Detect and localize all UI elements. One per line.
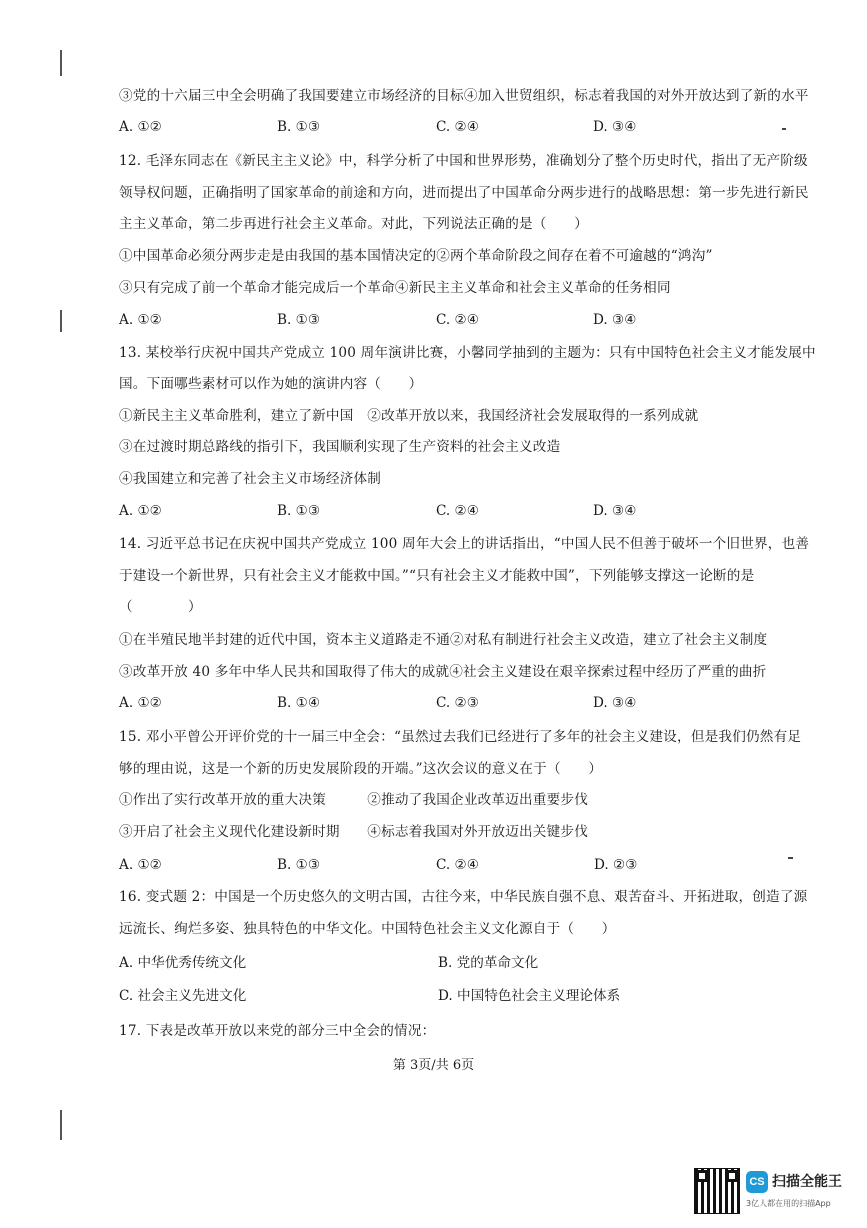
q15-option-c: C. ②④ [436,857,479,873]
scan-mark [782,128,786,130]
q15-option-d: D. ②③ [594,857,638,873]
q12-option-b: B. ①③ [277,312,321,328]
scan-margin-mark [60,1110,62,1140]
q14-option-c: C. ②③ [436,695,479,711]
q13-option-c: C. ②④ [436,503,479,519]
q13-option-a: A. ①② [119,503,162,519]
q11-option-a: A. ①② [119,119,162,135]
q11-option-d: D. ③④ [593,119,637,135]
q12-option-c: C. ②④ [436,312,479,328]
q14-item-1-2: ①在半殖民地半封建的近代中国，资本主义道路走不通②对私有制进行社会主义改造，建立了社会主义制度 [119,632,768,648]
q16-option-c: C. 社会主义先进文化 [119,988,247,1004]
q16-option-a: A. 中华优秀传统文化 [119,955,247,971]
q14-item-3-4: ③改革开放 40 多年中华人民共和国取得了伟大的成就④社会主义建设在艰辛探索过程中经历了严重的曲折 [119,664,767,680]
q12-option-d: D. ③④ [593,312,637,328]
q13-option-d: D. ③④ [593,503,637,519]
q15-item-1-2: ①作出了实行改革开放的重大决策 ②推动了我国企业改革迈出重要步伐 [119,792,588,808]
q12-item-1-2: ①中国革命必须分两步走是由我国的基本国情决定的②两个革命阶段之间存在着不可逾越的“鸿沟” [119,248,713,264]
camscanner-logo-icon: CS [746,1171,768,1193]
q12-item-3-4: ③只有完成了前一个革命才能完成后一个革命④新民主主义革命和社会主义革命的任务相同 [119,280,671,296]
q12-stem-3: 主主义革命，第二步再进行社会主义革命。对此，下列说法正确的是（ ） [119,216,588,232]
scan-margin-mark [60,310,62,332]
q15-item-3-4: ③开启了社会主义现代化建设新时期 ④标志着我国对外开放迈出关键步伐 [119,824,588,840]
qr-code-icon [694,1168,740,1214]
q13-option-b: B. ①③ [277,503,321,519]
scanner-watermark [694,1168,854,1216]
q16-option-d: D. 中国特色社会主义理论体系 [438,988,621,1004]
scan-mark [788,857,793,859]
q12-stem-1: 12. 毛泽东同志在《新民主主义论》中，科学分析了中国和世界形势，准确划分了整个历史时代，指出了无产阶级 [119,153,808,169]
scan-margin-mark [60,50,62,76]
q17-stem: 17. 下表是改革开放以来党的部分三中全会的情况： [119,1023,436,1039]
q11-option-c: C. ②④ [436,119,479,135]
page-number: 第 3页/共 6页 [392,1058,475,1073]
q13-item-1-2: ①新民主主义革命胜利，建立了新中国 ②改革开放以来，我国经济社会发展取得的一系列成就 [119,408,699,424]
q14-option-a: A. ①② [119,695,162,711]
q14-stem-2: 于建设一个新世界，只有社会主义才能救中国。”“只有社会主义才能救中国”，下列能够支撑这一论断的是 [119,568,755,584]
q13-item-3: ③在过渡时期总路线的指引下，我国顺利实现了生产资料的社会主义改造 [119,439,561,455]
q13-item-4: ④我国建立和完善了社会主义市场经济体制 [119,471,382,487]
q14-stem-3: （ ） [119,599,202,615]
q16-option-b: B. 党的革命文化 [438,955,539,971]
q12-stem-2: 领导权问题，正确指明了国家革命的前途和方向，进而提出了中国革命分两步进行的战略思想：第一步先进行新民 [119,185,809,201]
q15-option-a: A. ①② [119,857,162,873]
q16-stem-1: 16. 变式题 2：中国是一个历史悠久的文明古国，古往今来，中华民族自强不息、艰苦奋斗、开拓进取，创造了源 [119,889,808,905]
scanner-tagline: 3亿人都在用的扫描App [746,1199,831,1208]
q15-stem-2: 够的理由说，这是一个新的历史发展阶段的开端。”这次会议的意义在于（ ） [119,761,603,777]
q11-option-b: B. ①③ [277,119,321,135]
q11-item-3-4: ③党的十六届三中全会明确了我国要建立市场经济的目标④加入世贸组织，标志着我国的对外开放达到了新的水平 [119,88,809,104]
q12-option-a: A. ①② [119,312,162,328]
q13-stem-1: 13. 某校举行庆祝中国共产党成立 100 周年演讲比赛，小馨同学抽到的主题为：只有中国特色社会主义才能发展中 [119,345,816,361]
q15-option-b: B. ①③ [277,857,321,873]
q14-option-d: D. ③④ [593,695,637,711]
scanner-brand: 扫描全能王 [772,1174,842,1190]
q16-stem-2: 远流长、绚烂多姿、独具特色的中华文化。中国特色社会主义文化源自于（ ） [119,921,616,937]
q13-stem-2: 国。下面哪些素材可以作为她的演讲内容（ ） [119,376,423,392]
q14-option-b: B. ①④ [277,695,321,711]
q15-stem-1: 15. 邓小平曾公开评价党的十一届三中全会：“虽然过去我们已经进行了多年的社会主义建设，但是我们仍然有足 [119,729,802,745]
q14-stem-1: 14. 习近平总书记在庆祝中国共产党成立 100 周年大会上的讲话指出，“中国人民不但善于破坏一个旧世界，也善 [119,536,810,552]
